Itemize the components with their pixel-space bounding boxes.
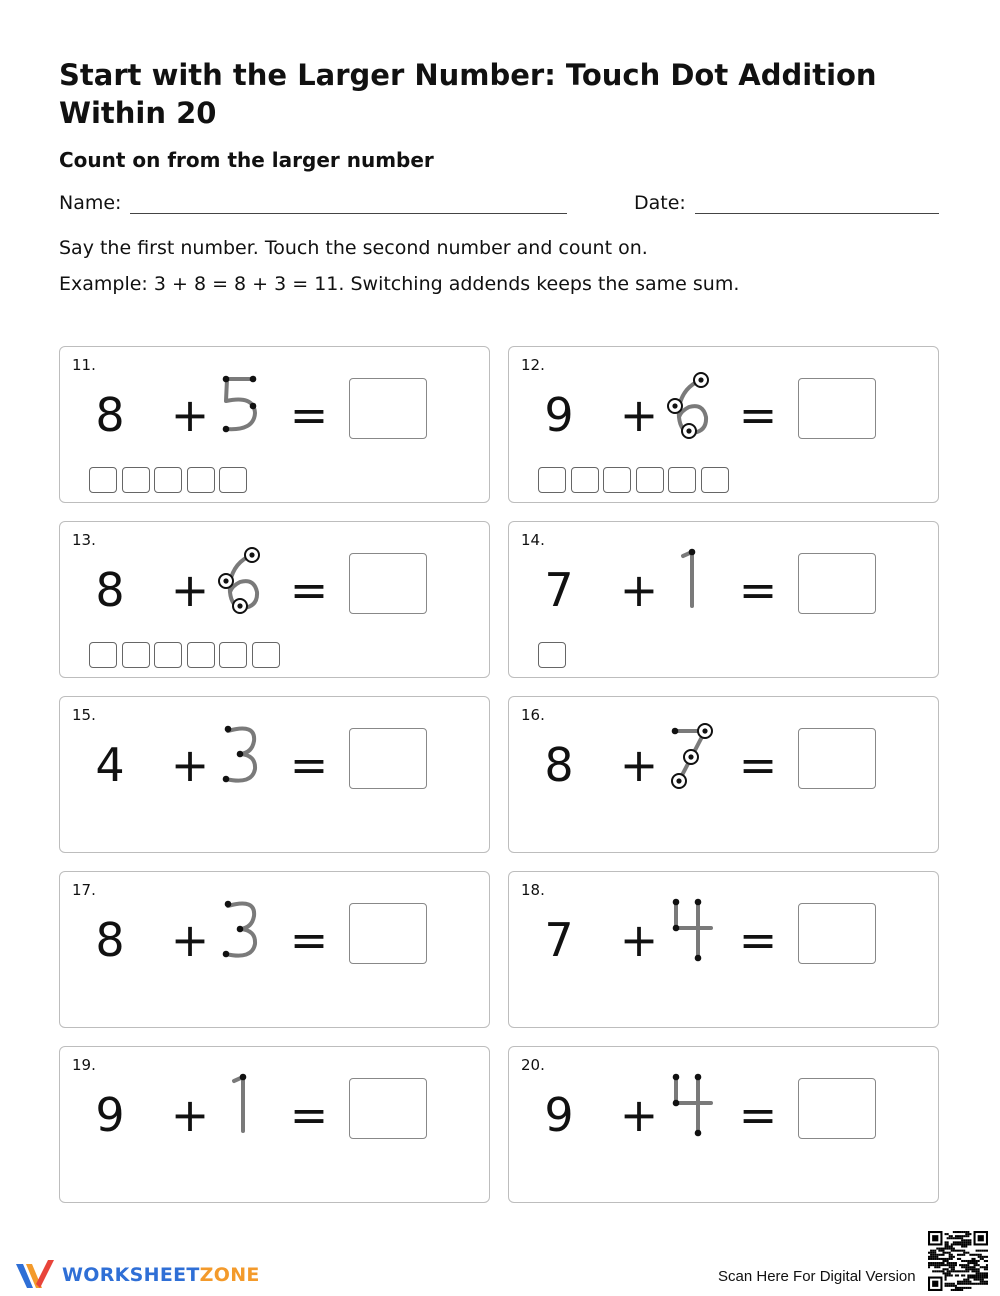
problem-number: 12. bbox=[521, 356, 545, 374]
count-box[interactable] bbox=[538, 642, 566, 668]
count-box[interactable] bbox=[636, 467, 664, 493]
scan-caption: Scan Here For Digital Version bbox=[718, 1268, 916, 1285]
touch-dot bbox=[223, 376, 230, 383]
logo-text: WORKSHEETZONE bbox=[62, 1264, 260, 1286]
touch-dot bbox=[223, 776, 230, 783]
answer-box[interactable] bbox=[349, 1078, 427, 1139]
plus-sign: + bbox=[619, 388, 659, 442]
first-addend: 9 bbox=[544, 1088, 574, 1142]
touch-dot-second-addend bbox=[667, 548, 717, 612]
first-addend: 8 bbox=[95, 388, 125, 442]
count-box[interactable] bbox=[187, 642, 215, 668]
problem-card bbox=[59, 346, 490, 503]
touch-dot bbox=[673, 899, 680, 906]
example-text: Example: 3 + 8 = 8 + 3 = 11. Switching addends keeps the same sum. bbox=[59, 273, 740, 295]
problem-number: 20. bbox=[521, 1056, 545, 1074]
plus-sign: + bbox=[170, 913, 210, 967]
problem-card bbox=[59, 1046, 490, 1203]
answer-box[interactable] bbox=[798, 378, 876, 439]
touch-dot bbox=[225, 901, 232, 908]
count-box[interactable] bbox=[122, 642, 150, 668]
touch-dot bbox=[695, 1074, 702, 1081]
equals-sign: = bbox=[738, 913, 778, 967]
touch-dot bbox=[250, 403, 257, 410]
touch-dot-second-addend bbox=[218, 898, 268, 962]
first-addend: 7 bbox=[544, 913, 574, 967]
equals-sign: = bbox=[738, 563, 778, 617]
problem-card bbox=[508, 346, 939, 503]
equals-sign: = bbox=[738, 388, 778, 442]
count-box[interactable] bbox=[154, 642, 182, 668]
touch-dot-second-addend bbox=[218, 548, 268, 612]
count-box[interactable] bbox=[571, 467, 599, 493]
count-box[interactable] bbox=[187, 467, 215, 493]
count-box[interactable] bbox=[668, 467, 696, 493]
count-box[interactable] bbox=[538, 467, 566, 493]
problem-card bbox=[59, 521, 490, 678]
count-box[interactable] bbox=[603, 467, 631, 493]
answer-box[interactable] bbox=[349, 728, 427, 789]
touch-dot-second-addend bbox=[218, 723, 268, 787]
plus-sign: + bbox=[170, 738, 210, 792]
first-addend: 8 bbox=[95, 913, 125, 967]
problem-number: 18. bbox=[521, 881, 545, 899]
plus-sign: + bbox=[619, 738, 659, 792]
problem-card bbox=[508, 521, 939, 678]
count-box[interactable] bbox=[122, 467, 150, 493]
touch-dot-second-addend bbox=[218, 373, 268, 437]
touch-dot bbox=[695, 955, 702, 962]
touch-dot bbox=[673, 1074, 680, 1081]
plus-sign: + bbox=[619, 1088, 659, 1142]
worksheet-title: Start with the Larger Number: Touch Dot Addition Within 20 bbox=[59, 58, 877, 130]
answer-box[interactable] bbox=[798, 728, 876, 789]
answer-box[interactable] bbox=[349, 553, 427, 614]
name-label: Name: bbox=[59, 192, 122, 214]
problem-number: 14. bbox=[521, 531, 545, 549]
problem-card bbox=[59, 696, 490, 853]
equals-sign: = bbox=[289, 738, 329, 792]
problem-number: 16. bbox=[521, 706, 545, 724]
problem-card bbox=[508, 696, 939, 853]
count-box[interactable] bbox=[252, 642, 280, 668]
answer-box[interactable] bbox=[798, 553, 876, 614]
touch-dot-second-addend bbox=[667, 898, 717, 962]
first-addend: 9 bbox=[544, 388, 574, 442]
equals-sign: = bbox=[738, 1088, 778, 1142]
worksheet-subtitle: Count on from the larger number bbox=[59, 148, 434, 172]
qr-code-icon[interactable] bbox=[928, 1231, 988, 1291]
touch-dot bbox=[223, 951, 230, 958]
touch-dot bbox=[240, 1074, 247, 1081]
touch-dot bbox=[223, 426, 230, 433]
answer-box[interactable] bbox=[798, 903, 876, 964]
touch-dot bbox=[695, 899, 702, 906]
date-field[interactable] bbox=[695, 213, 939, 214]
count-box[interactable] bbox=[89, 467, 117, 493]
date-label: Date: bbox=[634, 192, 686, 214]
worksheetzone-logo bbox=[14, 1258, 274, 1292]
plus-sign: + bbox=[170, 1088, 210, 1142]
answer-box[interactable] bbox=[349, 378, 427, 439]
problem-number: 15. bbox=[72, 706, 96, 724]
touch-dot bbox=[673, 925, 680, 932]
touch-dot-second-addend bbox=[667, 723, 717, 787]
touch-dot bbox=[250, 376, 257, 383]
first-addend: 8 bbox=[544, 738, 574, 792]
first-addend: 9 bbox=[95, 1088, 125, 1142]
problem-number: 11. bbox=[72, 356, 96, 374]
touch-dot-second-addend bbox=[667, 373, 717, 437]
logo-mark-icon bbox=[14, 1258, 56, 1292]
problem-number: 19. bbox=[72, 1056, 96, 1074]
plus-sign: + bbox=[170, 563, 210, 617]
answer-box[interactable] bbox=[798, 1078, 876, 1139]
problem-number: 13. bbox=[72, 531, 96, 549]
count-box[interactable] bbox=[701, 467, 729, 493]
equals-sign: = bbox=[738, 738, 778, 792]
touch-dot bbox=[237, 926, 244, 933]
first-addend: 8 bbox=[95, 563, 125, 617]
plus-sign: + bbox=[619, 563, 659, 617]
plus-sign: + bbox=[619, 913, 659, 967]
problem-card bbox=[508, 1046, 939, 1203]
touch-dot bbox=[689, 549, 696, 556]
equals-sign: = bbox=[289, 913, 329, 967]
touch-dot bbox=[695, 1130, 702, 1137]
count-box[interactable] bbox=[154, 467, 182, 493]
problem-number: 17. bbox=[72, 881, 96, 899]
count-box[interactable] bbox=[219, 467, 247, 493]
touch-dot-second-addend bbox=[667, 1073, 717, 1137]
answer-box[interactable] bbox=[349, 903, 427, 964]
equals-sign: = bbox=[289, 388, 329, 442]
touch-dot bbox=[237, 751, 244, 758]
first-addend: 4 bbox=[95, 738, 125, 792]
problem-card bbox=[508, 871, 939, 1028]
count-box[interactable] bbox=[219, 642, 247, 668]
count-box[interactable] bbox=[89, 642, 117, 668]
plus-sign: + bbox=[170, 388, 210, 442]
problem-card bbox=[59, 871, 490, 1028]
name-field[interactable] bbox=[130, 213, 567, 214]
touch-dot bbox=[673, 1100, 680, 1107]
equals-sign: = bbox=[289, 1088, 329, 1142]
equals-sign: = bbox=[289, 563, 329, 617]
instruction-text: Say the first number. Touch the second number and count on. bbox=[59, 237, 648, 259]
first-addend: 7 bbox=[544, 563, 574, 617]
touch-dot bbox=[225, 726, 232, 733]
touch-dot bbox=[672, 728, 679, 735]
touch-dot-second-addend bbox=[218, 1073, 268, 1137]
